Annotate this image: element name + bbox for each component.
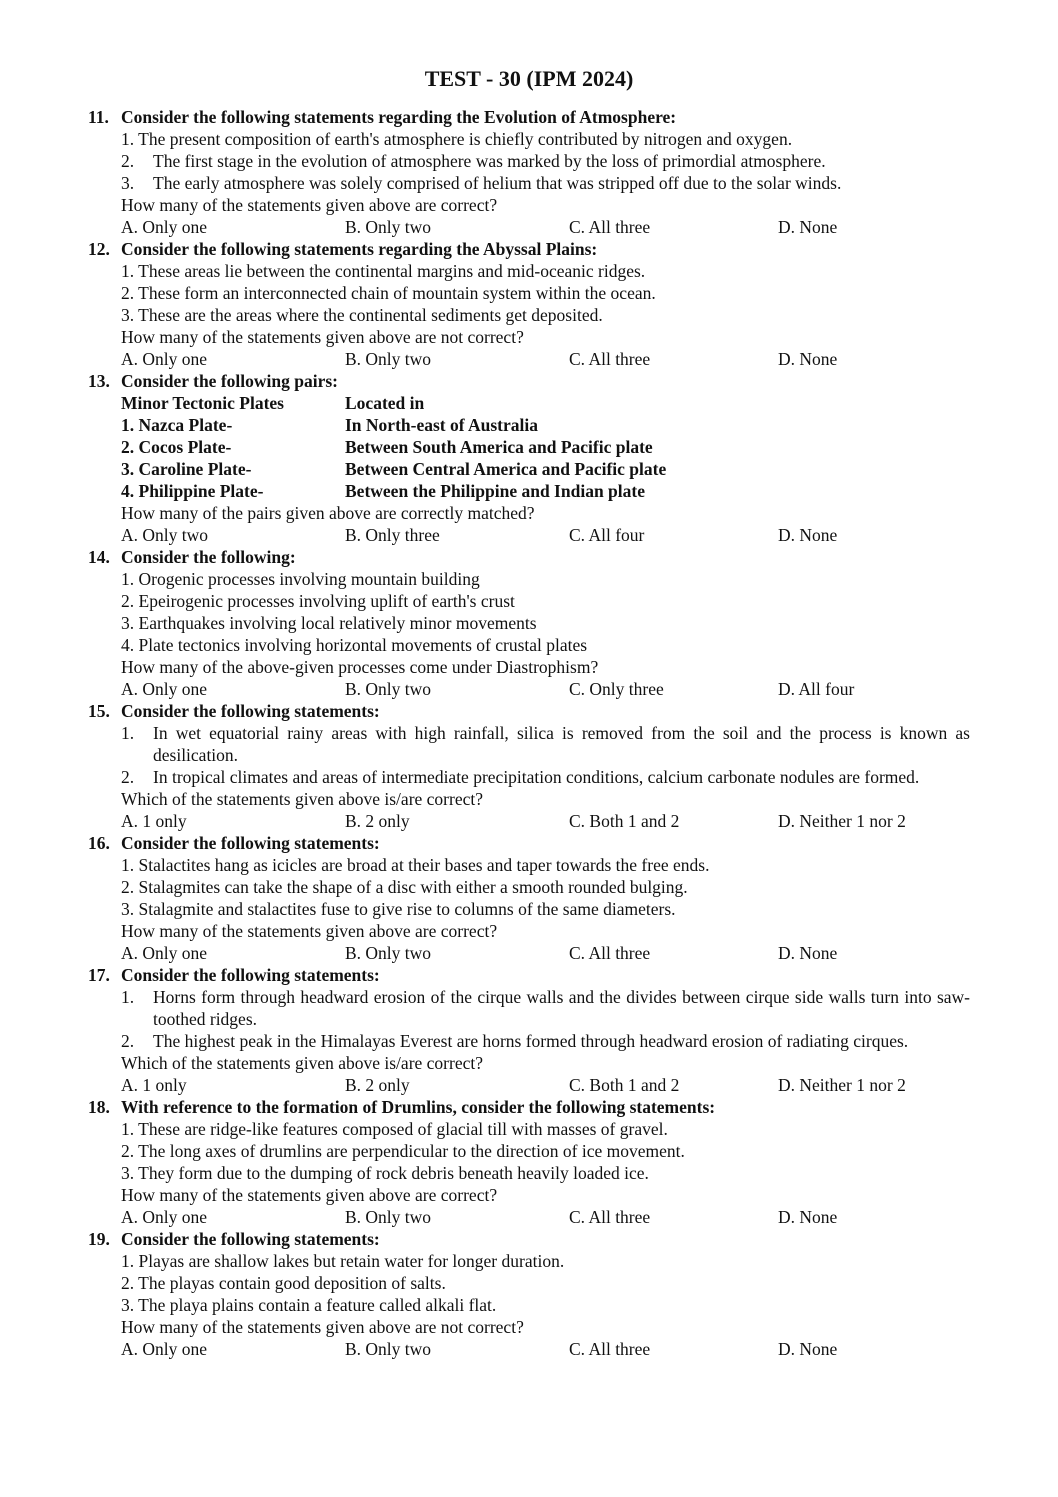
answer-options [88, 348, 970, 370]
question-text: Consider the following pairs: [121, 371, 338, 391]
question-16 [88, 832, 970, 964]
question-prompt: How many of the statements given above are correct? [121, 195, 498, 215]
option-a[interactable]: A. 1 only [121, 1075, 187, 1095]
pair-right: Between South America and Pacific plate [345, 437, 653, 457]
option-a[interactable]: A. Only one [121, 943, 208, 963]
question-12 [88, 238, 970, 370]
option-c[interactable]: C. All three [569, 943, 651, 963]
option-a[interactable]: A. Only one [121, 217, 208, 237]
question-list [88, 106, 970, 1360]
option-c[interactable]: C. All three [569, 217, 651, 237]
statement [88, 172, 970, 194]
pair-row [88, 458, 970, 480]
statement-number: 2. [121, 1031, 135, 1051]
option-a[interactable]: A. Only one [121, 679, 208, 699]
answer-options [88, 810, 970, 832]
pair-row [88, 436, 970, 458]
question-19 [88, 1228, 970, 1360]
statement: 1. Orogenic processes involving mountain building [121, 569, 480, 589]
pair-left: 2. Cocos Plate- [121, 437, 232, 457]
statement-text: Horns form through headward erosion of the cirque walls and the divides between cirque side walls turn into saw-toothed ridges. [153, 987, 970, 1029]
answer-options [88, 524, 970, 546]
statement: 1. These areas lie between the continental margins and mid-oceanic ridges. [121, 261, 646, 281]
question-prompt: How many of the pairs given above are correctly matched? [121, 503, 535, 523]
statement [88, 766, 970, 788]
question-prompt: Which of the statements given above is/are correct? [121, 1053, 483, 1073]
option-b[interactable]: B. Only two [345, 217, 432, 237]
question-prompt: How many of the statements given above are not correct? [121, 327, 524, 347]
column-header: Minor Tectonic Plates [121, 393, 284, 413]
pair-right: Between the Philippine and Indian plate [345, 481, 645, 501]
option-c[interactable]: C. All three [569, 1339, 651, 1359]
option-a[interactable]: A. Only two [121, 525, 209, 545]
statement: 2. Stalagmites can take the shape of a disc with either a smooth rounded bulging. [121, 877, 688, 897]
question-heading [88, 964, 970, 986]
question-heading [88, 106, 970, 128]
option-d[interactable]: D. None [778, 349, 838, 369]
option-a[interactable]: A. 1 only [121, 811, 187, 831]
statement-number: 3. [121, 173, 135, 193]
question-text: Consider the following statements regarding the Abyssal Plains: [121, 239, 598, 259]
statement: 3. They form due to the dumping of rock debris beneath heavily loaded ice. [121, 1163, 649, 1183]
answer-options [88, 216, 970, 238]
statement: 1. Playas are shallow lakes but retain water for longer duration. [121, 1251, 565, 1271]
question-number: 14. [88, 547, 110, 567]
question-heading [88, 1228, 970, 1250]
question-number: 15. [88, 701, 110, 721]
pair-row [88, 414, 970, 436]
question-heading [88, 832, 970, 854]
option-a[interactable]: A. Only one [121, 1339, 208, 1359]
question-heading [88, 700, 970, 722]
question-18 [88, 1096, 970, 1228]
answer-options [88, 1206, 970, 1228]
option-d[interactable]: D. None [778, 1207, 838, 1227]
question-heading [88, 238, 970, 260]
option-b[interactable]: B. Only two [345, 1207, 432, 1227]
statement: 1. Stalactites hang as icicles are broad at their bases and taper towards the free ends. [121, 855, 710, 875]
question-text: With reference to the formation of Drumlins, consider the following statements: [121, 1097, 716, 1117]
question-heading [88, 546, 970, 568]
option-c[interactable]: C. All four [569, 525, 645, 545]
pair-left: 4. Philippine Plate- [121, 481, 264, 501]
statement [88, 722, 970, 766]
statement-text: The first stage in the evolution of atmosphere was marked by the loss of primordial atmosphere. [153, 151, 826, 171]
question-prompt: How many of the statements given above are correct? [121, 921, 498, 941]
question-prompt: How many of the above-given processes come under Diastrophism? [121, 657, 599, 677]
statement: 2. Epeirogenic processes involving uplift of earth's crust [121, 591, 515, 611]
statement: 2. The playas contain good deposition of salts. [121, 1273, 446, 1293]
option-b[interactable]: B. Only two [345, 1339, 432, 1359]
option-b[interactable]: B. Only three [345, 525, 440, 545]
question-number: 11. [88, 107, 109, 127]
answer-options [88, 678, 970, 700]
question-number: 16. [88, 833, 110, 853]
question-number: 19. [88, 1229, 110, 1249]
statement: 2. The long axes of drumlins are perpendicular to the direction of ice movement. [121, 1141, 685, 1161]
statement-number: 1. [121, 723, 135, 743]
question-text: Consider the following: [121, 547, 296, 567]
statement: 3. Earthquakes involving local relatively minor movements [121, 613, 537, 633]
option-b[interactable]: B. 2 only [345, 811, 410, 831]
statement [88, 1030, 970, 1052]
question-number: 18. [88, 1097, 110, 1117]
option-c[interactable]: C. All three [569, 349, 651, 369]
pair-row [88, 480, 970, 502]
statement-number: 2. [121, 151, 135, 171]
option-d[interactable]: D. Neither 1 nor 2 [778, 811, 906, 831]
question-11 [88, 106, 970, 238]
option-d[interactable]: D. None [778, 943, 838, 963]
option-b[interactable]: B. Only two [345, 943, 432, 963]
option-d[interactable]: D. Neither 1 nor 2 [778, 1075, 906, 1095]
answer-options [88, 942, 970, 964]
pairs-header [88, 392, 970, 414]
page-title: TEST - 30 (IPM 2024) [424, 66, 634, 91]
statement-number: 2. [121, 767, 135, 787]
question-prompt: How many of the statements given above are not correct? [121, 1317, 524, 1337]
question-prompt: How many of the statements given above are correct? [121, 1185, 498, 1205]
statement: 2. These form an interconnected chain of mountain system within the ocean. [121, 283, 656, 303]
statement: 3. The playa plains contain a feature called alkali flat. [121, 1295, 497, 1315]
option-a[interactable]: A. Only one [121, 1207, 208, 1227]
statement: 4. Plate tectonics involving horizontal movements of crustal plates [121, 635, 588, 655]
question-text: Consider the following statements: [121, 701, 380, 721]
answer-options [88, 1074, 970, 1096]
statement-number: 1. [121, 987, 135, 1007]
question-heading [88, 370, 970, 392]
pair-right: In North-east of Australia [345, 415, 538, 435]
question-17 [88, 964, 970, 1096]
option-c[interactable]: C. Both 1 and 2 [569, 811, 680, 831]
statement: 1. These are ridge-like features composed of glacial till with masses of gravel. [121, 1119, 668, 1139]
statement-text: In tropical climates and areas of intermediate precipitation conditions, calcium carbonate nodules are formed. [153, 767, 920, 787]
question-number: 12. [88, 239, 110, 259]
question-14 [88, 546, 970, 700]
question-text: Consider the following statements: [121, 965, 380, 985]
answer-options [88, 1338, 970, 1360]
option-b[interactable]: B. Only two [345, 679, 432, 699]
question-text: Consider the following statements: [121, 1229, 380, 1249]
statement-text: The early atmosphere was solely comprised of helium that was stripped off due to the solar winds. [153, 173, 842, 193]
question-13 [88, 370, 970, 546]
option-b[interactable]: B. Only two [345, 349, 432, 369]
statement: 3. These are the areas where the continental sediments get deposited. [121, 305, 603, 325]
option-d[interactable]: D. None [778, 1339, 838, 1359]
question-prompt: Which of the statements given above is/are correct? [121, 789, 483, 809]
statement: 1. The present composition of earth's atmosphere is chiefly contributed by nitrogen and oxygen. [121, 129, 793, 149]
question-text: Consider the following statements: [121, 833, 380, 853]
statement [88, 150, 970, 172]
pair-right: Between Central America and Pacific plate [345, 459, 667, 479]
option-c[interactable]: C. All three [569, 1207, 651, 1227]
column-header: Located in [345, 393, 425, 413]
option-c[interactable]: C. Only three [569, 679, 664, 699]
option-b[interactable]: B. 2 only [345, 1075, 410, 1095]
question-number: 17. [88, 965, 110, 985]
option-d[interactable]: D. None [778, 525, 838, 545]
statement: 3. Stalagmite and stalactites fuse to give rise to columns of the same diameters. [121, 899, 676, 919]
pair-left: 1. Nazca Plate- [121, 415, 233, 435]
statement [88, 986, 970, 1030]
question-number: 13. [88, 371, 110, 391]
statement-text: The highest peak in the Himalayas Everest are horns formed through headward erosion of radiating cirques. [153, 1031, 909, 1051]
statement-text: In wet equatorial rainy areas with high rainfall, silica is removed from the soil and the process is known as desilication. [153, 723, 970, 765]
option-d[interactable]: D. None [778, 217, 838, 237]
option-a[interactable]: A. Only one [121, 349, 208, 369]
option-d[interactable]: D. All four [778, 679, 855, 699]
question-text: Consider the following statements regarding the Evolution of Atmosphere: [121, 107, 677, 127]
option-c[interactable]: C. Both 1 and 2 [569, 1075, 680, 1095]
pair-left: 3. Caroline Plate- [121, 459, 252, 479]
question-heading [88, 1096, 970, 1118]
question-15 [88, 700, 970, 832]
